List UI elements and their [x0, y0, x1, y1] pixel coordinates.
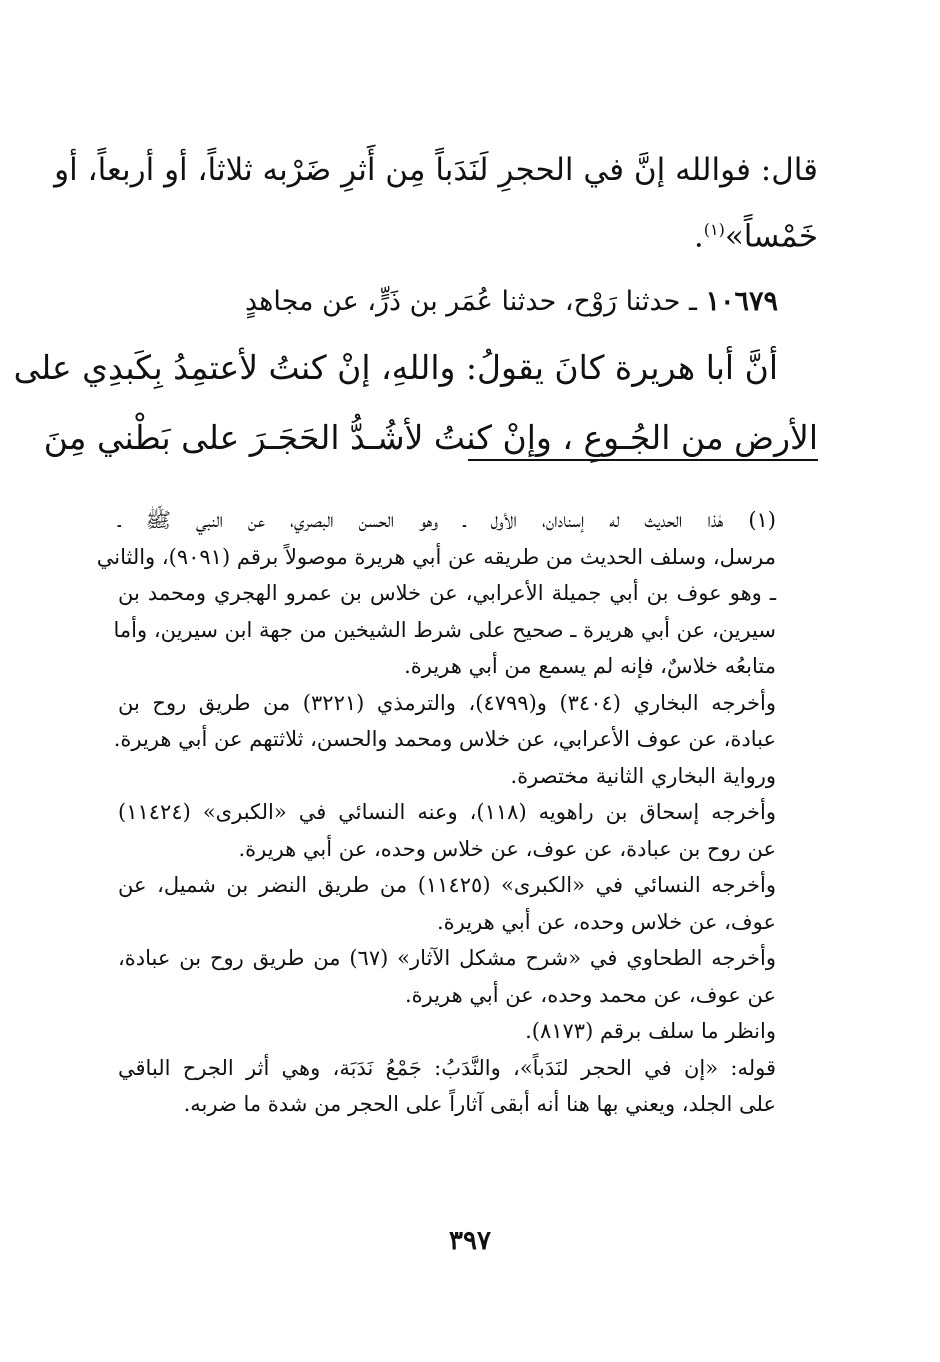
footnote-ref: (١): [703, 220, 725, 239]
footnote-separator: [468, 459, 818, 461]
footnote-paragraph: [118, 1050, 818, 1123]
main-text-line: [112, 200, 818, 266]
footnote-line: وأخرجه الطحاوي في «شرح مشكل الآثار» (٦٧) من طريق روح بن عبادة،: [118, 946, 776, 970]
footnote-line: ـ وهو عوف بن أبي جميلة الأعرابي، عن خلاس بن عمرو الهجري ومحمد بن: [118, 581, 776, 605]
hadith-text-line: الأرض من الجُـوعِ ، وإنْ كنتُ لأشُـدُّ الحَجَـرَ على بَطْني مِنَ: [43, 418, 818, 458]
footnote-line: وأخرجه إسحاق بن راهويه (١١٨)، وعنه النسائي في «الكبرى» (١١٤٢٤): [118, 800, 776, 824]
page-number: ٣٩٧: [449, 1226, 491, 1256]
footnote-line: وأخرجه النسائي في «الكبرى» (١١٤٢٥) من طريق النضر بن شميل، عن: [118, 873, 776, 897]
footnote-line: عوف، عن خلاس وحده، عن أبي هريرة.: [436, 909, 776, 934]
footnote-paragraph: [118, 867, 818, 940]
footnote-line: سيرين، عن أبي هريرة ـ صحيح على شرط الشيخين من جهة ابن سيرين، وأما: [113, 617, 776, 642]
footnote-line: عن روح بن عبادة، عن عوف، عن خلاس وحده، عن أبي هريرة.: [238, 836, 776, 861]
footnote-line: (١) هٰذا الحديث له إسنادان، الأول ـ وهو الحسن البصري، عن النبي ﷺ ـ: [118, 508, 776, 532]
hadith-text-line: أنَّ أبا هريرة كانَ يقولُ: واللهِ، إنْ كنتُ لأعتمِدُ بِكَبدِي على: [13, 348, 778, 388]
main-text-fragment: خَمْساً»: [724, 218, 818, 255]
footnotes: [96, 502, 818, 1123]
footnote-paragraph: [118, 1013, 818, 1050]
footnote-paragraph: [96, 502, 818, 685]
footnote-line: عبادة، عن عوف الأعرابي، عن خلاس ومحمد والحسن، ثلاثتهم عن أبي هريرة.: [113, 727, 776, 751]
footnote-line: وأخرجه البخاري (٣٤٠٤) و(٤٧٩٩)، والترمذي (٣٢٢١) من طريق روح بن: [118, 690, 776, 715]
footnote-paragraph: [113, 685, 818, 795]
footnote-line: متابعُه خلاسٌ، فإنه لم يسمع من أبي هريرة.: [404, 654, 776, 678]
hadith-chain: ـ حدثنا رَوْح، حدثنا عُمَر بن ذَرٍّ، عن مجاهدٍ: [244, 286, 697, 318]
footnote-line: مرسل، وسلف الحديث من طريقه عن أبي هريرة موصولاً برقم (٩٠٩١)، والثاني: [96, 544, 776, 569]
footnote-paragraph: [118, 794, 818, 867]
footnote-line: ورواية البخاري الثانية مختصرة.: [510, 763, 776, 788]
footnote-line: قوله: «إن في الحجر لنَدَباً»، والنَّدَبُ: جَمْعُ نَدَبَة، وهي أثر الجرح الباقي: [118, 1055, 776, 1080]
main-text: [13, 140, 818, 466]
footnote-line: وانظر ما سلف برقم (٨١٧٣).: [525, 1019, 776, 1043]
main-text-punct: .: [693, 218, 704, 255]
footnote-paragraph: [118, 940, 818, 1013]
hadith-number: ١٠٦٧٩: [705, 286, 778, 318]
hadith-heading: [112, 278, 818, 326]
footnote-line: على الجلد، ويعني بها هنا أنه أبقى آثاراً على الحجر من شدة ما ضربه.: [183, 1092, 776, 1116]
footnote-line: عن عوف، عن محمد وحده، عن أبي هريرة.: [404, 982, 776, 1007]
main-text-line: قال: فوالله إنَّ في الحجرِ لَنَدَباً مِن أَثرِ ضَرْبه ثلاثاً، أو أربعاً، أو: [54, 152, 818, 188]
